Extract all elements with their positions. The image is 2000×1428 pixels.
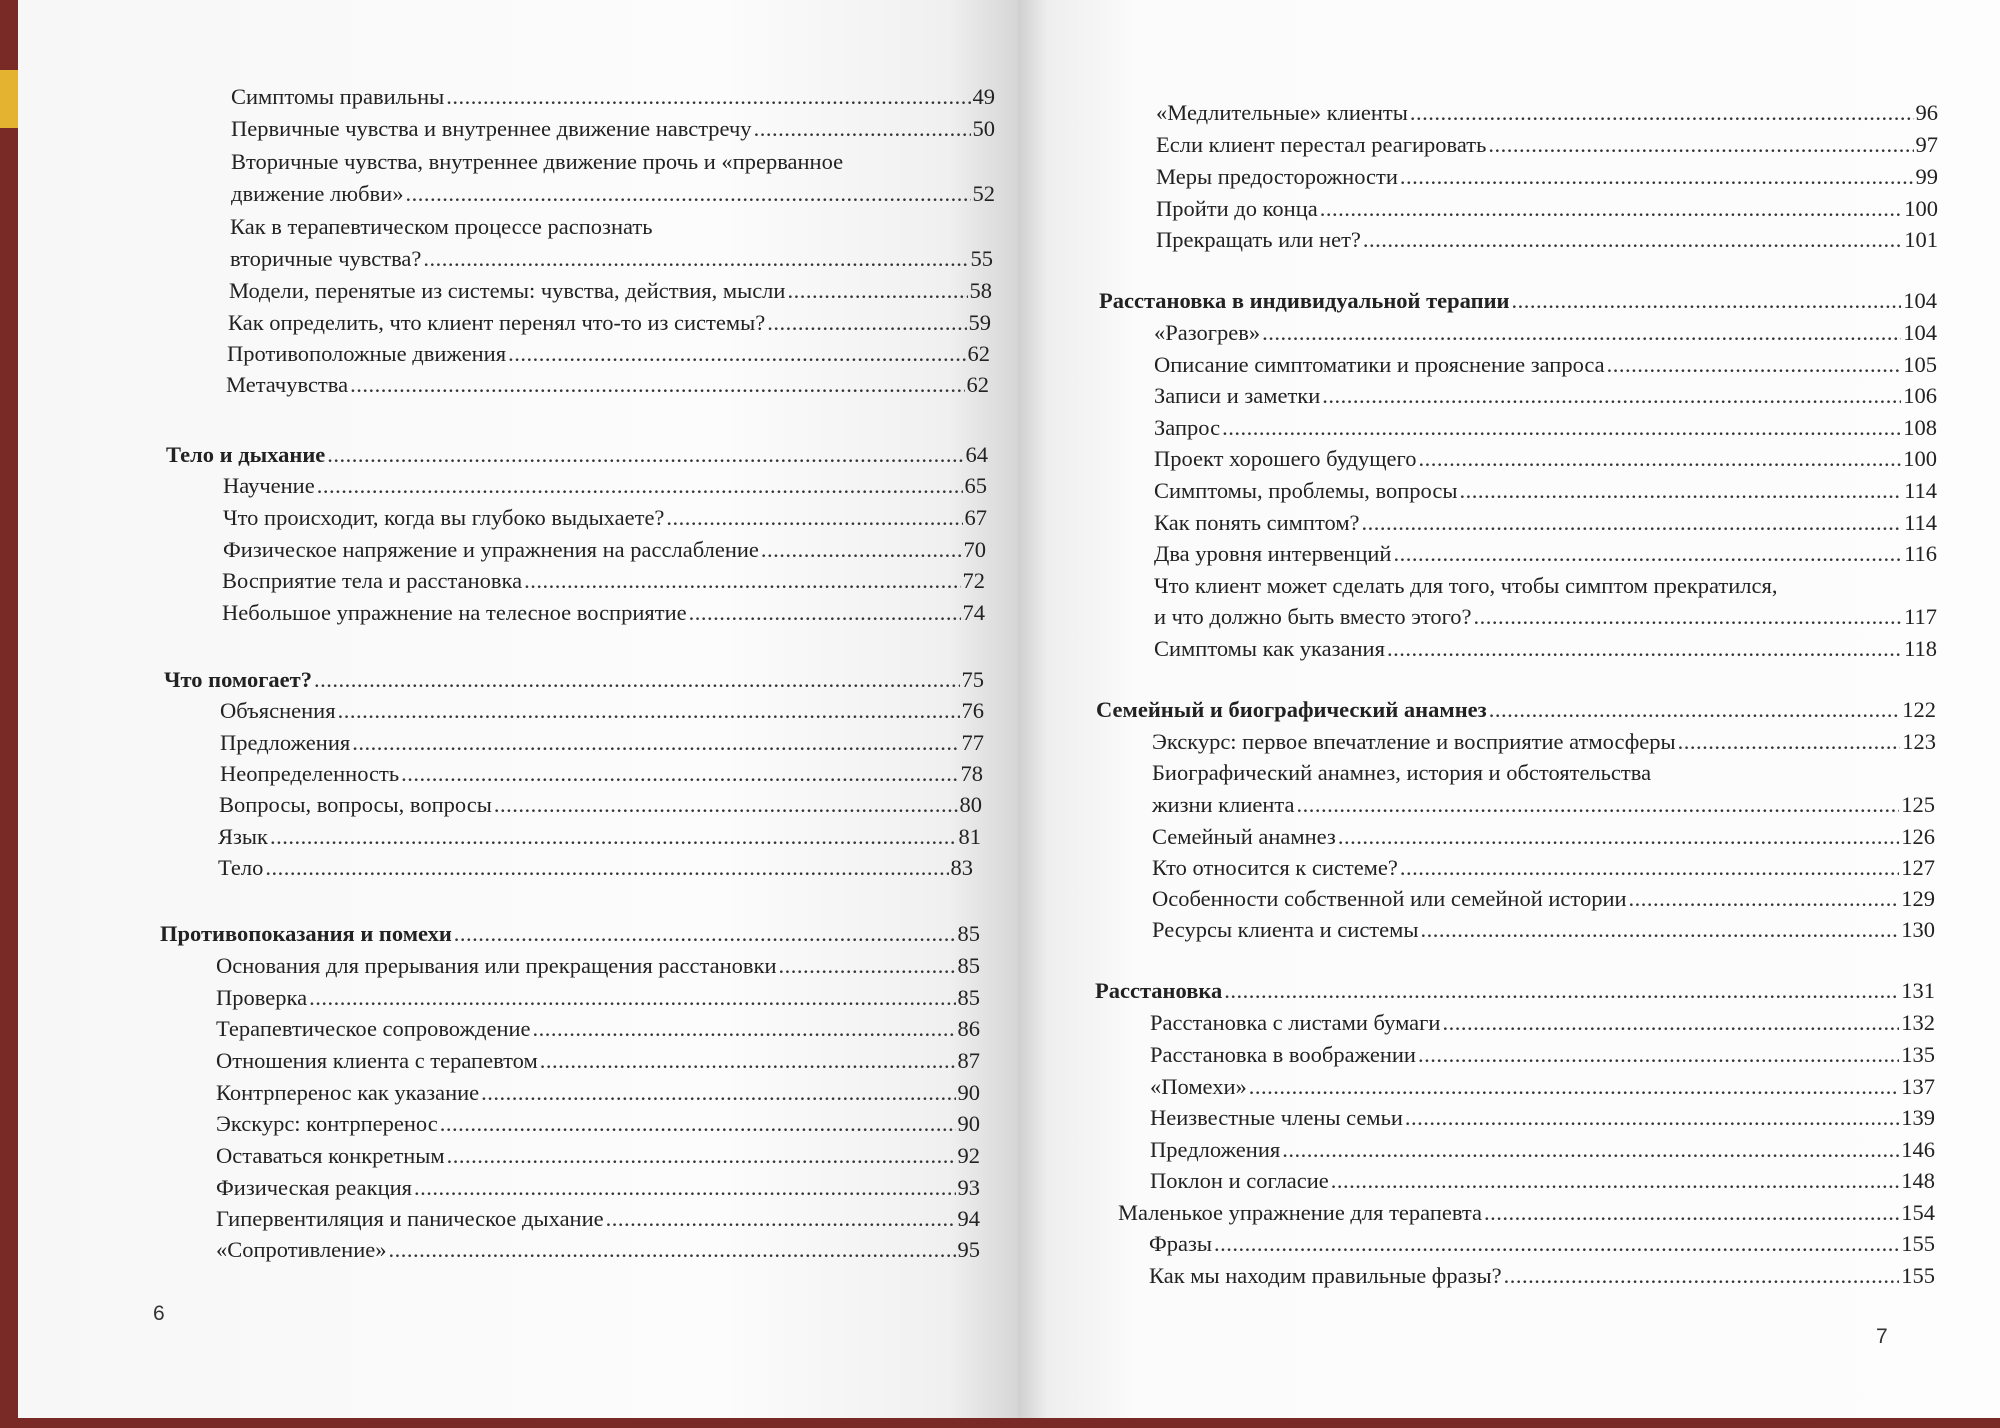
toc-entry-page: 154	[1901, 1200, 1935, 1225]
toc-section-heading[interactable]	[1095, 975, 1935, 1006]
dot-leader	[309, 982, 955, 1013]
toc-entry[interactable]	[220, 758, 983, 789]
toc-entry-title: Расстановка с листами бумаги	[1150, 1010, 1441, 1035]
toc-entry-page: 90	[957, 1080, 980, 1105]
toc-entry[interactable]	[1156, 161, 1938, 192]
toc-entry-page: 114	[1904, 478, 1937, 503]
toc-entry[interactable]	[216, 982, 980, 1013]
toc-entry-title: Физическая реакция	[216, 1175, 413, 1200]
toc-entry-title: Меры предосторожности	[1156, 164, 1398, 189]
toc-entry-title: Ресурсы клиента и системы	[1152, 917, 1419, 942]
toc-entry[interactable]	[1154, 349, 1937, 380]
toc-entry-title: Прекращать или нет?	[1156, 227, 1361, 252]
dot-leader	[1222, 412, 1901, 443]
toc-entry-page: 74	[962, 600, 985, 625]
toc-section-heading[interactable]	[164, 664, 984, 695]
toc-entry-page: 132	[1901, 1010, 1935, 1035]
toc-entry-title: Что помогает?	[164, 667, 312, 692]
toc-entry-title: Основания для прерывания или прекращения расстановки	[216, 953, 777, 978]
dot-leader	[1488, 129, 1913, 160]
dot-leader	[606, 1203, 956, 1234]
toc-entry-page: 148	[1901, 1168, 1935, 1193]
toc-entry[interactable]	[1154, 380, 1937, 411]
toc-entry[interactable]	[216, 1045, 980, 1076]
toc-entry[interactable]	[230, 243, 993, 274]
dot-leader	[423, 243, 968, 274]
dot-leader	[1320, 193, 1903, 224]
toc-entry-title: «Разогрев»	[1154, 320, 1261, 345]
dot-leader	[1418, 1039, 1899, 1070]
dot-leader	[1387, 633, 1902, 664]
toc-entry[interactable]	[1152, 821, 1935, 852]
toc-entry-title: Расстановка в индивидуальной терапии	[1099, 288, 1510, 313]
toc-entry[interactable]	[218, 852, 973, 883]
toc-entry-title: Предложения	[220, 730, 351, 755]
toc-entry-page: 92	[957, 1143, 980, 1168]
toc-entry-title: Запрос	[1154, 415, 1221, 440]
toc-entry-title: Противопоказания и помехи	[160, 921, 452, 946]
toc-entry[interactable]	[1156, 224, 1938, 255]
toc-entry-page: 135	[1901, 1042, 1935, 1067]
dot-leader	[327, 439, 963, 470]
page-number: 6	[153, 1302, 165, 1325]
toc-entry[interactable]	[1149, 1228, 1935, 1259]
toc-entry-title: «Медлительные» клиенты	[1156, 100, 1408, 125]
toc-entry-title: Маленькое упражнение для терапевта	[1118, 1200, 1483, 1225]
toc-entry-title: Научение	[223, 473, 315, 498]
toc-entry[interactable]	[220, 695, 984, 726]
toc-entry[interactable]	[216, 1172, 980, 1203]
toc-entry[interactable]	[1152, 914, 1935, 945]
toc-entry-title: Фразы	[1149, 1231, 1213, 1256]
toc-entry-page: 52	[972, 181, 995, 206]
dot-leader	[270, 821, 957, 852]
toc-entry-page: 62	[966, 372, 989, 397]
dot-leader	[446, 81, 970, 112]
toc-entry[interactable]	[216, 1203, 980, 1234]
toc-entry-title: Как определить, что клиент перенял что-то из системы?	[228, 310, 766, 335]
toc-entry-page: 72	[962, 568, 985, 593]
toc-entry-title: Язык	[218, 824, 268, 849]
toc-entry-page: 50	[972, 116, 995, 141]
toc-entry-title: Контрперенос как указание	[216, 1080, 480, 1105]
dot-leader	[508, 338, 965, 369]
toc-entry-page: 101	[1904, 227, 1938, 252]
dot-leader	[447, 1140, 956, 1171]
toc-entry-page: 70	[963, 537, 986, 562]
toc-entry-title: Неопределенность	[220, 761, 400, 786]
toc-entry-page: 76	[961, 698, 984, 723]
toc-entry[interactable]	[231, 113, 995, 144]
dot-leader	[761, 534, 962, 565]
toc-entry-page: 86	[957, 1016, 980, 1041]
dot-leader	[414, 1172, 955, 1203]
toc-entry-title: Экскурс: контрперенос	[216, 1111, 438, 1136]
toc-entry-page: 155	[1901, 1231, 1935, 1256]
toc-entry-title: Отношения клиента с терапевтом	[216, 1048, 538, 1073]
toc-entry-title-line1: Вторичные чувства, внутреннее движение прочь и «прерванное	[231, 149, 844, 174]
toc-entry-title: Неизвестные члены семьи	[1150, 1105, 1403, 1130]
dot-leader	[1214, 1228, 1899, 1259]
toc-entry-title: Что происходит, когда вы глубоко выдыхаете?	[223, 505, 665, 530]
dot-leader	[1629, 883, 1900, 914]
toc-entry[interactable]	[1152, 852, 1935, 883]
toc-entry[interactable]	[1156, 129, 1938, 160]
toc-entry[interactable]	[1150, 1165, 1935, 1196]
toc-entry-title: Экскурс: первое впечатление и восприятие атмосферы	[1152, 729, 1676, 754]
toc-entry-title: «Помехи»	[1150, 1074, 1247, 1099]
toc-entry[interactable]	[226, 369, 989, 400]
dot-leader	[533, 1013, 956, 1044]
toc-entry[interactable]	[220, 727, 984, 758]
toc-entry-page: 97	[1915, 132, 1938, 157]
dot-leader	[1262, 317, 1901, 348]
dot-leader	[767, 307, 966, 338]
toc-entry[interactable]	[1154, 475, 1937, 506]
toc-entry-title: Семейный анамнез	[1152, 824, 1336, 849]
toc-entry[interactable]	[1156, 193, 1938, 224]
dot-leader	[1420, 914, 1899, 945]
dot-leader	[454, 918, 956, 949]
toc-entry-page: 58	[969, 278, 992, 303]
toc-entry-title: Пройти до конца	[1156, 196, 1318, 221]
toc-entry[interactable]	[1154, 601, 1937, 632]
toc-entry-page: 83	[950, 855, 973, 880]
toc-entry[interactable]	[1156, 97, 1938, 128]
toc-entry-title: жизни клиента	[1152, 792, 1295, 817]
toc-entry-title: Тело	[218, 855, 264, 880]
toc-entry-page: 65	[964, 473, 987, 498]
toc-entry-title: Расстановка в воображении	[1150, 1042, 1416, 1067]
toc-entry-page: 99	[1915, 164, 1938, 189]
toc-entry-title-line1: Что клиент может сделать для того, чтобы симптом прекратился,	[1154, 573, 1778, 598]
dot-leader	[1418, 443, 1901, 474]
toc-entry[interactable]	[1154, 538, 1937, 569]
dot-leader	[352, 727, 959, 758]
toc-entry[interactable]	[223, 470, 987, 501]
toc-entry-page: 80	[959, 792, 982, 817]
toc-entry-page: 116	[1904, 541, 1937, 566]
toc-entry-page: 137	[1901, 1074, 1935, 1099]
toc-entry-title: Проект хорошего будущего	[1154, 446, 1417, 471]
toc-entry-title: Семейный и биографический анамнез	[1096, 697, 1487, 722]
toc-entry-title: Кто относится к системе?	[1152, 855, 1398, 880]
dot-leader	[338, 695, 960, 726]
toc-entry-page: 81	[958, 824, 981, 849]
dot-leader	[265, 852, 948, 883]
dot-leader	[317, 470, 963, 501]
toc-entry-title: Два уровня интервенций	[1154, 541, 1392, 566]
toc-entry[interactable]	[1150, 1134, 1935, 1165]
toc-entry-page: 67	[964, 505, 987, 530]
toc-entry-page: 117	[1904, 604, 1937, 629]
toc-entry-page: 104	[1903, 288, 1937, 313]
toc-entry-page: 62	[967, 341, 990, 366]
toc-entry-page: 118	[1904, 636, 1937, 661]
dot-leader	[481, 1077, 955, 1108]
toc-entry[interactable]	[227, 338, 990, 369]
toc-entry[interactable]	[1150, 1039, 1935, 1070]
dot-leader	[1484, 1197, 1899, 1228]
toc-entry-page: 90	[957, 1111, 980, 1136]
toc-entry[interactable]	[216, 1108, 980, 1139]
toc-entry[interactable]	[1150, 1007, 1935, 1038]
toc-entry-title: Как мы находим правильные фразы?	[1149, 1263, 1502, 1288]
toc-section-heading[interactable]	[1099, 285, 1937, 316]
toc-entry-page: 129	[1901, 886, 1935, 911]
toc-entry[interactable]	[222, 565, 985, 596]
toc-entry-title: вторичные чувства?	[230, 246, 422, 271]
dot-leader	[1249, 1071, 1899, 1102]
toc-entry-title: Симптомы как указания	[1154, 636, 1385, 661]
dot-leader	[1400, 852, 1899, 883]
toc-entry-title: Как понять симптом?	[1154, 510, 1360, 535]
toc-entry[interactable]	[1152, 726, 1936, 757]
toc-entry[interactable]	[228, 307, 991, 338]
toc-entry-title: Гипервентиляция и паническое дыхание	[216, 1206, 604, 1231]
dot-leader	[314, 664, 960, 695]
dot-leader	[1322, 380, 1901, 411]
dot-leader	[1410, 97, 1914, 128]
dot-leader	[787, 275, 967, 306]
toc-entry-page: 87	[957, 1048, 980, 1073]
dot-leader	[440, 1108, 956, 1139]
dot-leader	[754, 113, 971, 144]
toc-entry[interactable]	[223, 534, 986, 565]
toc-entry-title: Предложения	[1150, 1137, 1281, 1162]
toc-entry-page: 114	[1904, 510, 1937, 535]
toc-entry[interactable]	[216, 1077, 980, 1108]
toc-entry[interactable]	[222, 597, 985, 628]
toc-entry-page: 85	[957, 921, 980, 946]
toc-entry[interactable]	[1149, 1260, 1935, 1291]
toc-entry[interactable]	[231, 178, 995, 209]
toc-entry-page: 64	[965, 442, 988, 467]
toc-entry-title: Особенности собственной или семейной истории	[1152, 886, 1627, 911]
toc-entry-title: Вопросы, вопросы, вопросы	[219, 792, 492, 817]
toc-entry-page: 146	[1901, 1137, 1935, 1162]
toc-entry-page: 127	[1901, 855, 1935, 880]
left-page	[18, 0, 1018, 1418]
dot-leader	[1338, 821, 1899, 852]
toc-entry-page: 155	[1901, 1263, 1935, 1288]
toc-entry-page: 59	[968, 310, 991, 335]
dot-leader	[1512, 285, 1902, 316]
toc-entry-page: 139	[1901, 1105, 1935, 1130]
toc-entry-page: 131	[1901, 978, 1935, 1003]
toc-entry-title: Если клиент перестал реагировать	[1156, 132, 1487, 157]
toc-entry-title: Физическое напряжение и упражнения на расслабление	[223, 537, 759, 562]
toc-entry-page: 130	[1901, 917, 1935, 942]
toc-entry-title: Тело и дыхание	[166, 442, 326, 467]
toc-entry-title: «Сопротивление»	[216, 1237, 387, 1262]
dot-leader	[1224, 975, 1899, 1006]
dot-leader	[1363, 224, 1902, 255]
toc-entry[interactable]	[216, 1140, 980, 1171]
toc-entry-page: 108	[1903, 415, 1937, 440]
toc-entry[interactable]	[1154, 633, 1937, 664]
toc-entry[interactable]	[229, 275, 992, 306]
toc-entry-title: Противоположные движения	[227, 341, 507, 366]
toc-entry[interactable]	[1152, 883, 1935, 914]
toc-entry[interactable]	[216, 1234, 980, 1265]
dot-leader	[389, 1234, 956, 1265]
toc-entry-title-line1: Как в терапевтическом процессе распознать	[230, 214, 653, 239]
toc-entry-page: 100	[1903, 446, 1937, 471]
dot-leader	[1393, 538, 1902, 569]
toc-entry-page: 75	[961, 667, 984, 692]
toc-entry[interactable]	[1152, 789, 1935, 820]
dot-leader	[1362, 507, 1903, 538]
toc-entry[interactable]	[1150, 1071, 1935, 1102]
dot-leader	[524, 565, 960, 596]
toc-entry-page: 122	[1902, 697, 1936, 722]
page-number: 7	[1876, 1325, 1888, 1348]
dot-leader	[540, 1045, 956, 1076]
dot-leader	[1282, 1134, 1899, 1165]
toc-entry-title: движение любви»	[231, 181, 404, 206]
toc-entry-page: 125	[1901, 792, 1935, 817]
dot-leader	[1405, 1102, 1899, 1133]
toc-entry[interactable]	[1150, 1102, 1935, 1133]
toc-entry-title: Симптомы правильны	[231, 84, 445, 109]
toc-entry-title: и что должно быть вместо этого?	[1154, 604, 1472, 629]
toc-entry[interactable]	[1154, 443, 1937, 474]
dot-leader	[1331, 1165, 1899, 1196]
dot-leader	[1678, 726, 1901, 757]
toc-entry-title: Объяснения	[220, 698, 336, 723]
toc-entry-page: 49	[972, 84, 995, 109]
toc-entry[interactable]	[1154, 412, 1937, 443]
toc-entry-title: Симптомы, проблемы, вопросы	[1154, 478, 1458, 503]
toc-entry-page: 85	[957, 985, 980, 1010]
toc-entry-page: 123	[1902, 729, 1936, 754]
dot-leader	[779, 950, 956, 981]
toc-entry[interactable]	[216, 950, 980, 981]
dot-leader	[494, 789, 958, 820]
toc-entry-page: 104	[1903, 320, 1937, 345]
dot-leader	[1400, 161, 1914, 192]
toc-entry-title: Небольшое упражнение на телесное восприятие	[222, 600, 687, 625]
toc-entry-title: Описание симптоматики и прояснение запроса	[1154, 352, 1605, 377]
dot-leader	[1297, 789, 1900, 820]
toc-entry-page: 95	[957, 1237, 980, 1262]
toc-entry-title: Первичные чувства и внутреннее движение навстречу	[231, 116, 752, 141]
toc-entry-title: Модели, перенятые из системы: чувства, действия, мысли	[229, 278, 786, 303]
dot-leader	[1504, 1260, 1900, 1291]
toc-entry-title: Проверка	[216, 985, 308, 1010]
toc-entry-page: 85	[957, 953, 980, 978]
dot-leader	[350, 369, 964, 400]
dot-leader	[1607, 349, 1902, 380]
toc-entry-title: Расстановка	[1095, 978, 1223, 1003]
dot-leader	[1474, 601, 1903, 632]
toc-section-heading[interactable]	[166, 439, 988, 470]
toc-entry-page: 106	[1903, 383, 1937, 408]
toc-entry-page: 55	[970, 246, 993, 271]
toc-section-heading[interactable]	[160, 918, 980, 949]
toc-entry-title: Метачувства	[226, 372, 349, 397]
toc-entry[interactable]	[1154, 507, 1937, 538]
toc-entry-page: 94	[957, 1206, 980, 1231]
toc-section-heading[interactable]	[1096, 694, 1936, 725]
right-toc	[1018, 0, 2000, 1418]
dot-leader	[1442, 1007, 1899, 1038]
dot-leader	[401, 758, 958, 789]
toc-entry[interactable]	[219, 789, 982, 820]
toc-entry-page: 100	[1904, 196, 1938, 221]
toc-entry-title: Поклон и согласие	[1150, 1168, 1329, 1193]
toc-entry-title: Терапевтическое сопровождение	[216, 1016, 531, 1041]
toc-entry[interactable]	[218, 821, 981, 852]
toc-entry-title: Записи и заметки	[1154, 383, 1321, 408]
toc-entry-page: 93	[957, 1175, 980, 1200]
toc-entry-title: Оставаться конкретным	[216, 1143, 445, 1168]
toc-entry-page: 126	[1901, 824, 1935, 849]
dot-leader	[1489, 694, 1901, 725]
dot-leader	[689, 597, 961, 628]
toc-entry[interactable]	[231, 81, 995, 112]
toc-entry[interactable]	[1154, 317, 1937, 348]
toc-entry[interactable]	[216, 1013, 980, 1044]
toc-entry-page: 105	[1903, 352, 1937, 377]
right-page	[1018, 0, 2000, 1418]
toc-entry-page: 96	[1915, 100, 1938, 125]
toc-entry-page: 78	[960, 761, 983, 786]
toc-entry[interactable]	[223, 502, 987, 533]
toc-entry[interactable]	[1118, 1197, 1935, 1228]
dot-leader	[1459, 475, 1902, 506]
toc-entry-title: Восприятие тела и расстановка	[222, 568, 523, 593]
left-toc	[18, 0, 1018, 1418]
dot-leader	[666, 502, 962, 533]
toc-entry-page: 77	[961, 730, 984, 755]
toc-entry-title-line1: Биографический анамнез, история и обстоятельства	[1152, 760, 1652, 785]
dot-leader	[405, 178, 970, 209]
